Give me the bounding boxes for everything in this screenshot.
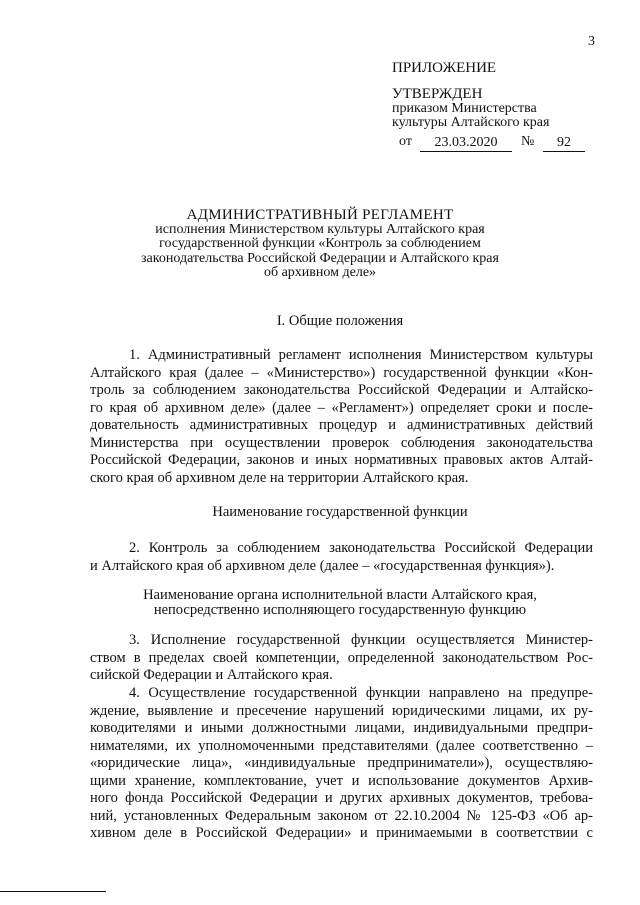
paragraph-line: ством в пределах своей компетенции, определенной законодательством Рос- bbox=[90, 649, 593, 666]
paragraph-line: 4. Осуществление государственной функции направлено на предупре- bbox=[129, 685, 593, 701]
document-title bbox=[120, 208, 520, 281]
subheading-authority bbox=[90, 588, 590, 618]
paragraph-line: го края об архивном деле» (далее – «Регламент») определяет сроки и после- bbox=[90, 399, 593, 416]
subheading-function-name: Наименование государственной функции bbox=[212, 504, 468, 520]
approved-label: УТВЕРЖДЕН bbox=[392, 86, 483, 102]
order-line-2: культуры Алтайского края bbox=[392, 115, 550, 130]
page-number: 3 bbox=[588, 34, 595, 49]
paragraph-line: 1. Административный регламент исполнения Министерством культуры bbox=[129, 347, 593, 363]
order-line-1: приказом Министерства bbox=[392, 101, 537, 116]
paragraph-4 bbox=[90, 685, 593, 843]
paragraph-2 bbox=[90, 540, 593, 575]
order-reference bbox=[392, 102, 549, 130]
number-label: № bbox=[521, 134, 535, 149]
order-number: 92 bbox=[543, 134, 585, 152]
paragraph-line: троль за соблюдением законодательства Российской Федерации и Алтайско- bbox=[90, 382, 593, 398]
order-date: 23.03.2020 bbox=[420, 134, 512, 152]
title-line-4: законодательства Российской Федерации и Алтайского края bbox=[141, 250, 499, 266]
paragraph-line: Российской Федерации, законов и иных нормативных правовых актов Алтай- bbox=[90, 452, 593, 468]
section-heading: I. Общие положения bbox=[276, 313, 404, 329]
title-line-3: государственной функции «Контроль за соблюдением bbox=[159, 236, 481, 251]
paragraph-line: Алтайского края (далее – «Министерство») государственной функции «Кон- bbox=[90, 364, 593, 381]
paragraph-line: Министерства при осуществлении проверок соблюдения законодательства bbox=[90, 434, 593, 451]
title-line-5: об архивном деле» bbox=[263, 265, 377, 280]
paragraph-line: хивном деле в Российской Федерации» и принимаемыми в соответствии с bbox=[90, 825, 593, 841]
footnote-divider bbox=[0, 891, 106, 892]
paragraph-line: ждение, выявление и пресечение нарушений юридическими лицами, их ру- bbox=[90, 702, 593, 719]
paragraph-line: довательность административных процедур и административных действий bbox=[90, 417, 593, 433]
title-line-2: исполнения Министерством культуры Алтайского края bbox=[155, 221, 485, 237]
paragraph-line: ний, установленных Федеральным законом от 22.10.2004 № 125-ФЗ «Об ар- bbox=[90, 807, 593, 824]
from-label: от bbox=[399, 134, 412, 149]
paragraph-line: сийской Федерации и Алтайского края. bbox=[90, 667, 333, 683]
paragraph-line: ководителями и иными должностными лицами, индивидуальными предпри- bbox=[90, 720, 593, 736]
paragraph-line: нимателями, их уполномоченными представителями (далее соответственно – bbox=[90, 737, 593, 754]
paragraph-line: «юридические лица», «индивидуальные предприниматели»), осуществляю- bbox=[90, 755, 593, 771]
subheading-authority-line-1: Наименование органа исполнительной власти Алтайского края, bbox=[143, 587, 537, 603]
paragraph-line: щими хранение, комплектование, учет и использование документов Архив- bbox=[90, 772, 593, 789]
paragraph-line: и Алтайского края об архивном деле (далее – «государственная функция»). bbox=[90, 557, 555, 574]
title-line-1: АДМИНИСТРАТИВНЫЙ РЕГЛАМЕНТ bbox=[186, 207, 454, 223]
appendix-label: ПРИЛОЖЕНИЕ bbox=[392, 60, 497, 76]
paragraph-line: ного фонда Российской Федерации и других архивных документов, требова- bbox=[90, 790, 593, 806]
paragraph-line: 2. Контроль за соблюдением законодательства Российской Федерации bbox=[129, 540, 593, 556]
paragraph-1 bbox=[90, 347, 593, 487]
subheading-authority-line-2: непосредственно исполняющего государственную функцию bbox=[153, 602, 527, 618]
paragraph-line: 3. Исполнение государственной функции осуществляется Министер- bbox=[129, 632, 593, 648]
paragraph-3 bbox=[90, 632, 593, 685]
paragraph-line: ского края об архивном деле на территории Алтайского края. bbox=[90, 469, 469, 486]
